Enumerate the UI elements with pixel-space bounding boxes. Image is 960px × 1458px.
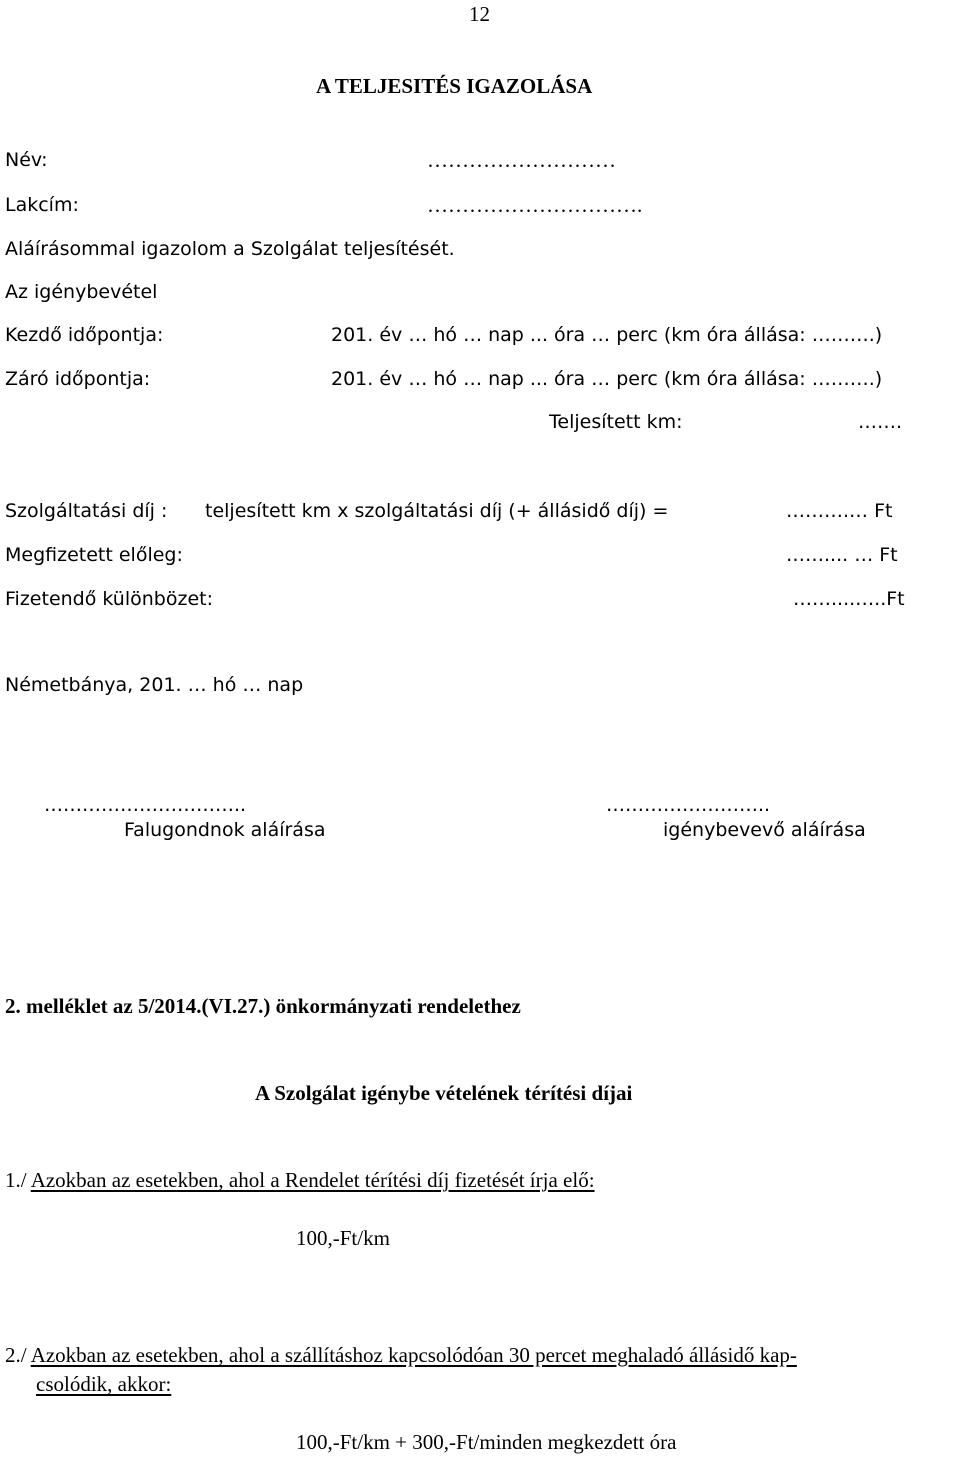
km-label: Teljesített km: bbox=[549, 411, 683, 433]
address-label: Lakcím: bbox=[5, 194, 79, 216]
end-value: 201. év … hó … nap ... óra … perc (km óra állása: ……….) bbox=[331, 368, 883, 390]
annex-heading: 2. melléklet az 5/2014.(VI.27.) önkormányzati rendelethez bbox=[5, 994, 521, 1018]
item2-number: 2./ bbox=[5, 1343, 31, 1367]
start-value: 201. év … hó … nap ... óra … perc (km óra állása: ……….) bbox=[331, 324, 883, 346]
left-signature-dots: ………………………….. bbox=[44, 794, 247, 816]
start-label: Kezdő időpontja: bbox=[5, 324, 164, 346]
certify-text: Aláírásommal igazolom a Szolgálat teljesítését. bbox=[5, 238, 455, 260]
address-dots: …………………………. bbox=[427, 195, 643, 216]
item1-text: Azokban az esetekben, ahol a Rendelet térítési díj fizetését írja elő: bbox=[30, 1168, 595, 1192]
right-signature-dots: …………………….. bbox=[606, 794, 771, 816]
usage-label: Az igénybevétel bbox=[5, 281, 158, 303]
item2 bbox=[5, 1345, 797, 1366]
name-dots: ……………………… bbox=[427, 150, 616, 171]
end-label: Záró időpontja: bbox=[5, 368, 151, 390]
item1-number: 1./ bbox=[5, 1168, 31, 1192]
annex-subheading: A Szolgálat igénybe vételének térítési díjai bbox=[255, 1081, 633, 1105]
item2-value: 100,-Ft/km + 300,-Ft/minden megkezdett óra bbox=[296, 1430, 677, 1454]
km-dots: ……. bbox=[858, 411, 903, 433]
page-title: A TELJESITÉS IGAZOLÁSA bbox=[316, 74, 593, 98]
left-signature-label: Falugondnok aláírása bbox=[124, 819, 326, 841]
page-number: 12 bbox=[469, 2, 490, 26]
service-fee-value: ……….… Ft bbox=[786, 500, 893, 522]
service-fee-label: Szolgáltatási díj : bbox=[5, 500, 168, 522]
advance-value: …….... … Ft bbox=[786, 544, 898, 566]
difference-value: ……....…..Ft bbox=[793, 588, 905, 610]
service-fee-formula: teljesített km x szolgáltatási díj (+ állásidő díj) = bbox=[205, 500, 669, 522]
item2-text-line1: Azokban az esetekben, ahol a szállításhoz kapcsolódóan 30 percet meghaladó állásidő kap- bbox=[30, 1343, 797, 1367]
item1 bbox=[5, 1170, 595, 1191]
difference-label: Fizetendő különbözet: bbox=[5, 588, 213, 610]
advance-label: Megfizetett előleg: bbox=[5, 544, 183, 566]
place-date: Németbánya, 201. … hó … nap bbox=[5, 674, 304, 696]
item2-text-line2: csolódik, akkor: bbox=[36, 1372, 172, 1396]
item1-value: 100,-Ft/km bbox=[296, 1226, 390, 1250]
right-signature-label: igénybevevő aláírása bbox=[663, 819, 866, 841]
name-label: Név: bbox=[5, 149, 48, 171]
